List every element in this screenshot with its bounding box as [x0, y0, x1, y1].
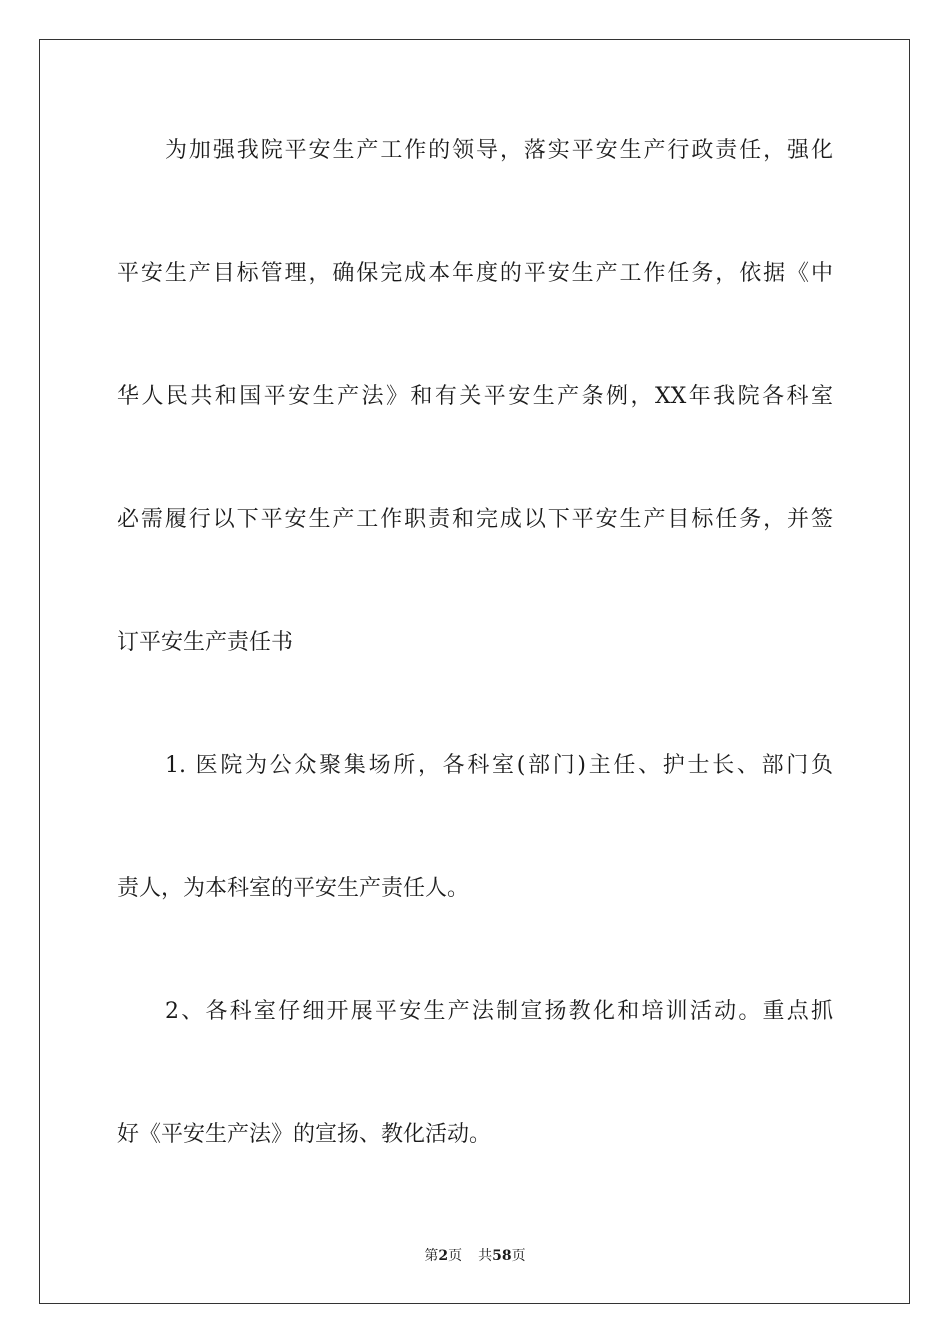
paragraph-1-line-5: 订平安生产责任书	[117, 630, 294, 655]
paragraph-2-line-2: 责人，为本科室的平安生产责任人。	[117, 876, 470, 901]
paragraph-3-line-1: 2、各科室仔细开展平安生产法制宣扬教化和培训活动。重点抓	[165, 999, 833, 1024]
page-prefix: 第	[424, 1248, 439, 1264]
paragraph-1-line-2: 平安生产目标管理，确保完成本年度的平安生产工作任务，依据《中	[117, 261, 833, 286]
paragraph-1-line-4: 必需履行以下平安生产工作职责和完成以下平安生产目标任务，并签	[117, 507, 833, 532]
page-suffix: 页	[448, 1248, 463, 1264]
paragraph-1-line-3: 华人民共和国平安生产法》和有关平安生产条例，XX年我院各科室	[117, 384, 833, 409]
total-pages: 58	[492, 1248, 512, 1264]
page-footer	[0, 1247, 950, 1265]
total-suffix: 页	[511, 1248, 526, 1264]
total-prefix: 共	[478, 1248, 493, 1264]
page-number: 2	[438, 1248, 449, 1264]
paragraph-3-line-2: 好《平安生产法》的宣扬、教化活动。	[117, 1122, 492, 1147]
page-border	[39, 39, 910, 1304]
paragraph-1-line-1: 为加强我院平安生产工作的领导，落实平安生产行政责任，强化	[165, 138, 833, 163]
paragraph-2-line-1: 1. 医院为公众聚集场所，各科室(部门)主任、护士长、部门负	[165, 753, 833, 778]
